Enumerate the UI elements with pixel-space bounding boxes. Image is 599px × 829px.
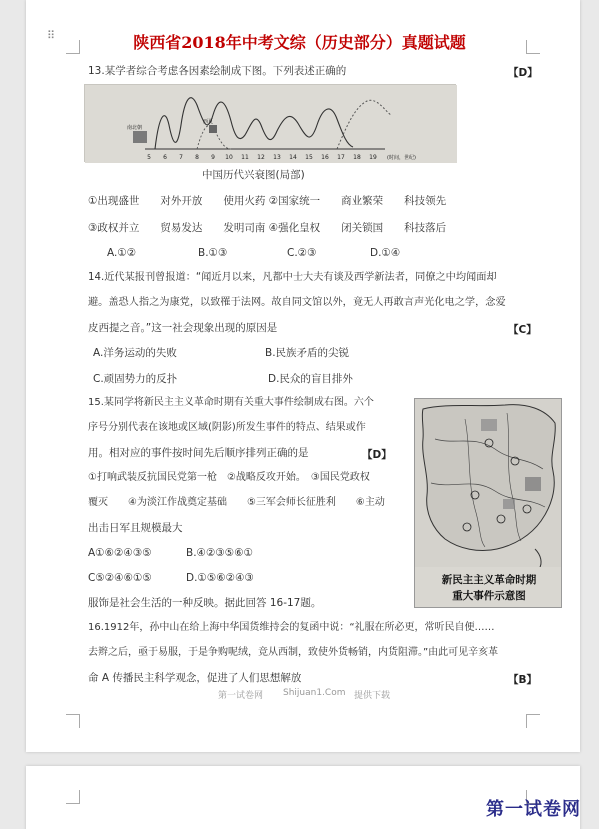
q14-stem-line2: 避。盖恐人指之为康党，以致罹于法网。故自同文馆以外，竟无人再敢言声光化电之学，念爱 (88, 297, 506, 308)
chart-axis-tick-label: 5 (147, 154, 151, 161)
q13-choice-b: B.①③ (198, 247, 228, 259)
q14-answer: 【C】 (508, 324, 537, 336)
chart-axis-tick-label: 8 (195, 154, 199, 161)
q16-stem-line3: 命 A 传播民主科学观念，促进了人们思想解放 (88, 672, 302, 684)
footer-center: Shijuan1.Com (283, 688, 346, 698)
q15-choice-a: A①⑥②④③⑤ (88, 547, 152, 559)
q13-answer: 【D】 (508, 67, 538, 79)
q14-choice-c: C.顽固势力的反扑 (93, 373, 178, 385)
chart-axis-tick-label: 11 (241, 154, 249, 161)
q13-chart-image (84, 84, 456, 162)
chart-axis-tick-label: 9 (211, 154, 215, 161)
chart-marker-xixia: 西夏 (203, 119, 214, 125)
q15-events-line2: 覆灭 ④为淡江作战奠定基础 ⑤三军会师长征胜利 ⑥主动 (88, 497, 385, 508)
q14-choice-b: B.民族矛盾的尖锐 (265, 347, 350, 359)
q16-stem-line1: 16.1912年，孙中山在给上海中华国货维持会的复函中说：“礼服在所必更，常听民自便…… (88, 622, 495, 633)
q13-choice-c: C.②③ (287, 247, 317, 259)
page-title: 陕西省2018年中考文综（历史部分）真题试题 (133, 33, 466, 52)
q16-stem-line2: 去辫之后，亟于易服，于是争购呢绒，竞从西制，致使外货畅销，内货阻滞。”由此可见辛亥革 (88, 647, 499, 658)
site-logo-watermark: 第一试卷网 (486, 799, 581, 820)
chart-axis-tick-label: 18 (353, 154, 361, 161)
chart-marker-nanbei: 南北朝 (127, 125, 143, 131)
crop-mark-top-left-p2 (66, 790, 80, 804)
q14-stem-line1: 14.近代某报刊曾报道：“闻近月以来，凡都中士大夫有谈及西学新法者，同僚之中均闻面却 (88, 272, 497, 283)
footer-left: 第一试卷网 (218, 691, 264, 701)
map-caption-line1: 新民主主义革命时期 (441, 574, 537, 586)
map-caption-line2: 重大事件示意图 (452, 590, 526, 602)
chart-axis-tick-label: 13 (273, 154, 281, 161)
q15-choice-c: C⑤②④⑥①⑤ (88, 572, 152, 584)
q13-choice-a: A.①② (107, 247, 137, 259)
q13-stem: 13.某学者综合考虑各因素绘制成下图。下列表述正确的 (88, 65, 347, 77)
q15-map-svg (415, 399, 562, 608)
q13-chart-svg (85, 85, 457, 163)
q15-events-line1: ①打响武装反抗国民党第一枪 ②战略反攻开始。 ③国民党政权 (88, 472, 370, 483)
chart-axis-tick-label: 16 (321, 154, 329, 161)
crop-mark-bottom-left (66, 714, 80, 728)
q15-choice-d: D.①⑤⑥②④③ (186, 572, 254, 584)
chart-axis-tick-label: (时间，世纪) (387, 155, 416, 161)
q16-answer: 【B】 (508, 674, 538, 686)
q15-map-image (414, 398, 562, 608)
q13-choice-d: D.①④ (370, 247, 401, 259)
q15-stem-line3: 用。相对应的事件按时间先后顺序排列正确的是 (88, 447, 309, 459)
q15-choice-b: B.④②③⑤⑥① (186, 547, 254, 559)
crop-mark-bottom-right (526, 714, 540, 728)
drag-handle-icon[interactable]: ⠿ (47, 29, 57, 42)
chart-axis-tick-label: 10 (225, 154, 233, 161)
q15-stem-line1: 15.某同学将新民主主义革命时期有关重大事件绘制成右图。六个 (88, 397, 374, 408)
q14-choice-a: A.洋务运动的失败 (93, 347, 177, 359)
chart-axis-tick-label: 15 (305, 154, 313, 161)
q13-options-row2: ③政权并立 贸易发达 发明司南 ④强化皇权 闭关锁国 科技落后 (88, 222, 447, 234)
intro-16-17: 服饰是社会生活的一种反映。据此回答 16-17题。 (88, 597, 322, 609)
chart-axis-tick-label: 19 (369, 154, 377, 161)
q13-options-row1: ①出现盛世 对外开放 使用火药 ②国家统一 商业繁荣 科技领先 (88, 195, 447, 207)
footer-right: 提供下载 (354, 691, 391, 701)
q15-events-line3: 出击日军且规模最大 (88, 522, 183, 534)
chart-axis-tick-label: 12 (257, 154, 265, 161)
chart-axis-tick-label: 14 (289, 154, 297, 161)
q13-chart-caption: 中国历代兴衰图(局部) (202, 169, 305, 181)
chart-axis-tick-label: 6 (163, 154, 167, 161)
q15-answer: 【D】 (362, 449, 392, 461)
q15-stem-line2: 序号分别代表在该地或区域(阴影)所发生事件的特点、结果或作 (88, 422, 366, 433)
chart-axis-tick-label: 17 (337, 154, 345, 161)
chart-axis-tick-label: 7 (179, 154, 183, 161)
q14-choice-d: D.民众的盲目排外 (268, 373, 353, 385)
q14-stem-line3: 皮西提之音。”这一社会现象出现的原因是 (88, 322, 278, 334)
